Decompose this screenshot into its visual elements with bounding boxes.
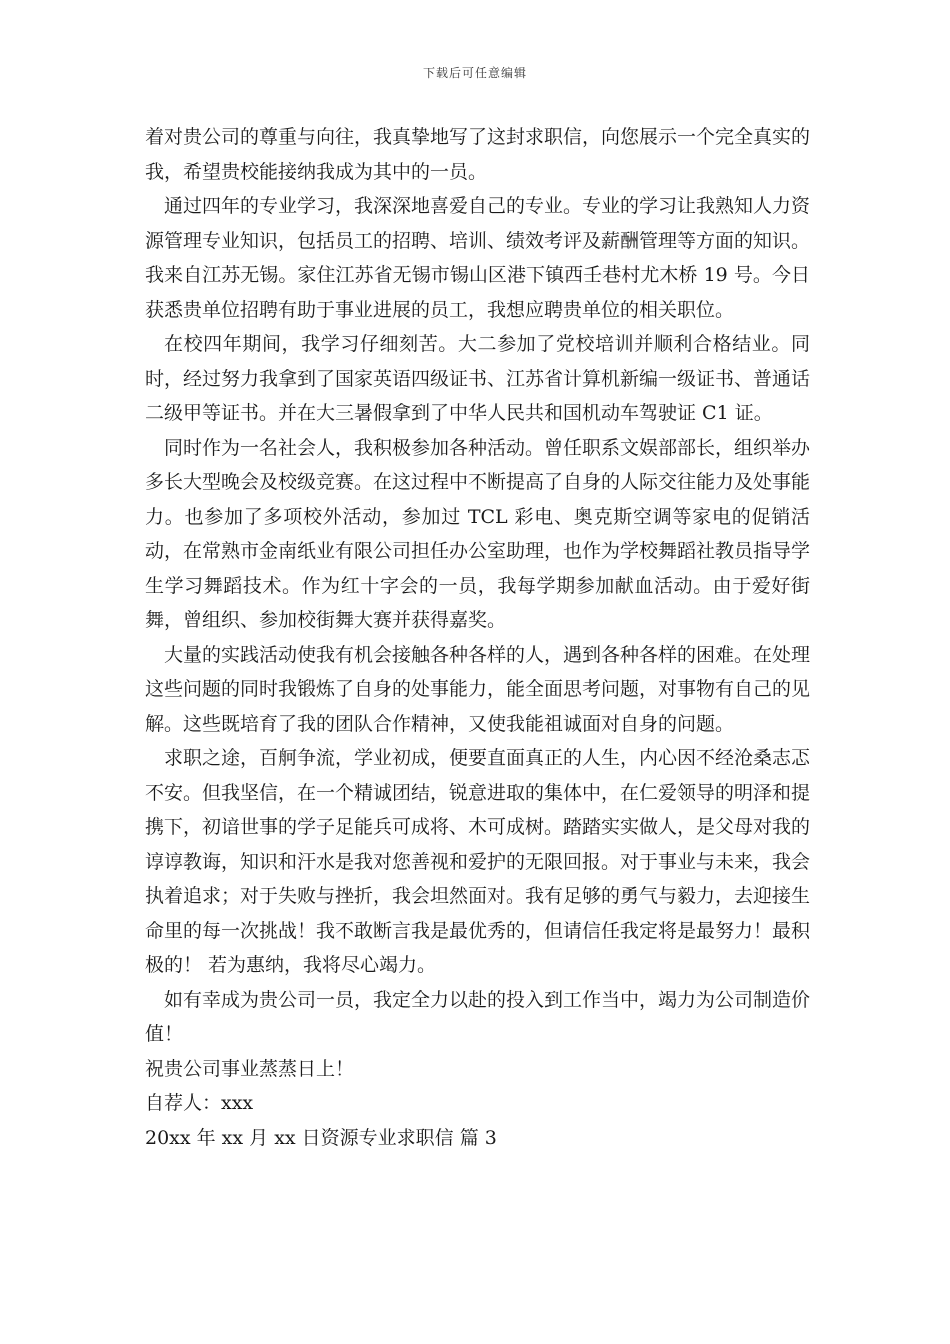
paragraph-closing: 如有幸成为贵公司一员，我定全力以赴的投入到工作当中，竭力为公司制造价值！	[145, 988, 811, 1045]
signature-line: 自荐人：xxx	[145, 1092, 254, 1114]
date-line: 20xx 年 xx 月 xx 日资源专业求职信 篇 3	[145, 1126, 497, 1149]
paragraph-practice: 大量的实践活动使我有机会接触各种各样的人，遇到各种各样的困难。在处理这些问题的同时我锻炼了自身的处事能力，能全面思考问题，对事物有自己的见解。这些既培育了我的团队合作精神，又使我能祖诚面对自身的问题。	[145, 643, 811, 735]
paragraph-major: 通过四年的专业学习，我深深地喜爱自己的专业。专业的学习让我熟知人力资源管理专业知识，包括员工的招聘、培训、绩效考评及薪酬管理等方面的知识。我来自江苏无锡。家住江苏省无锡市锡山区港下镇西壬巷村尤木桥 19 号。今日获悉贵单位招聘有助于事业进展的员工，我想应聘贵单位的相关职位。	[145, 195, 811, 321]
closing-wish: 祝贵公司事业蒸蒸日上！	[145, 1057, 355, 1080]
paragraph-career: 求职之途，百舸争流，学业初成，便要直面真正的人生，内心因不经沧桑志忑不安。但我坚信，在一个精诚团结，锐意进取的集体中，在仁爱领导的明泽和提携下，初谙世事的学子足能兵可成将、木可成树。踏踏实实做人，是父母对我的谆谆教诲，知识和汗水是我对您善视和爱护的无限回报。对于事业与未来，我会执着追求；对于失败与挫折，我会坦然面对。我有足够的勇气与毅力，去迎接生命里的每一次挑战！我不敢断言我是最优秀的，但请信任我定将是最努力！最积极的！ 若为惠纳，我将尽心竭力。	[145, 747, 811, 976]
paragraph-school: 在校四年期间，我学习仔细刻苦。大二参加了党校培训并顺利合格结业。同时，经过努力我拿到了国家英语四级证书、江苏省计算机新编一级证书、普通话二级甲等证书。并在大三暑假拿到了中华人民共和国机动车驾驶证 C1 证。	[145, 333, 811, 424]
paragraph-activities: 同时作为一名社会人，我积极参加各种活动。曾任职系文娱部部长，组织举办多长大型晚会及校级竞赛。在这过程中不断提高了自身的人际交往能力及处事能力。也参加了多项校外活动，参加过 TCL 彩电、奥克斯空调等家电的促销活动，在常熟市金南纸业有限公司担任办公室助理，也作为学校舞蹈社教员指导学生学习舞蹈技术。作为红十字会的一员，我每学期参加献血活动。由于爱好街舞，曾组织、参加校街舞大赛并获得嘉奖。	[145, 436, 811, 631]
letter-body	[145, 120, 810, 1155]
page-header: 下载后可任意编辑	[422, 66, 527, 80]
paragraph-intro: 着对贵公司的尊重与向往，我真挚地写了这封求职信，向您展示一个完全真实的我，希望贵校能接纳我成为其中的一员。	[145, 126, 811, 183]
